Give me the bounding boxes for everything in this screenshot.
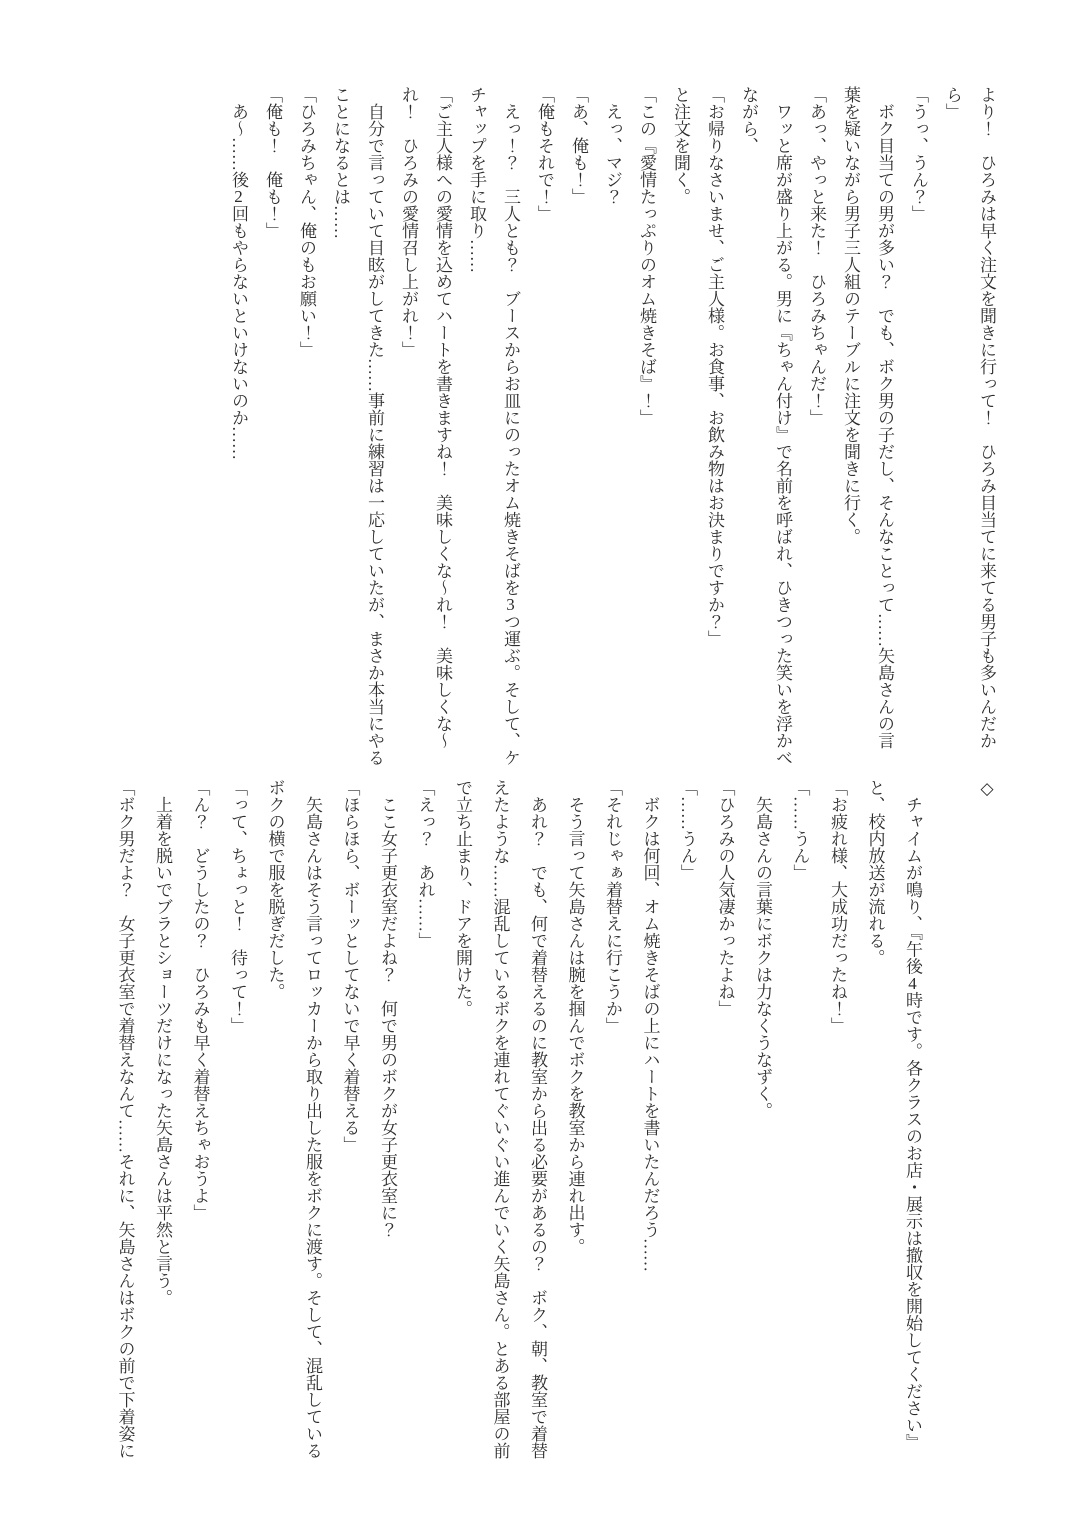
text-line: 「ご主人様への愛情を込めてハートを書きますね！ 美味しくな〜れ！ 美味しくな〜 <box>433 86 452 749</box>
text-line: 「ん？ どうしたの？ ひろみも早く着替えちゃおうよ」 <box>190 779 210 1221</box>
text-block-lower <box>106 779 1006 1471</box>
text-line: 「うっ、うん？」 <box>909 86 928 222</box>
text-line: 「あっ、やっと来た！ ひろみちゃんだ！」 <box>807 86 826 426</box>
text-line: チャップを手に取り…… <box>467 86 486 273</box>
text-line: ボク目当ての男が多い？ でも、ボク男の子だし、そんなことって……矢島さんの言 <box>875 86 894 749</box>
text-line: 「お帰りなさいませ、ご主人様。お食事、お飲み物はお決まりですか？」 <box>705 86 724 647</box>
text-line: ながら、 <box>739 86 758 154</box>
text-line: 「それじゃぁ着替えに行こうか」 <box>603 779 622 1034</box>
text-line: 「俺も！ 俺も！」 <box>263 86 282 239</box>
text-line: と、校内放送が流れる。 <box>865 779 885 966</box>
text-line: ことになるとは…… <box>331 86 350 239</box>
text-line: 「ほらほら、ボーッとしてないで早く着替える」 <box>340 779 360 1153</box>
text-line: ボクの横で服を脱ぎだした。 <box>265 779 285 1000</box>
section-divider-diamond: ◇ <box>978 779 997 799</box>
text-line: で立ち止まり、ドアを開けた。 <box>453 779 472 1017</box>
text-line: 「お疲れ様、大成功だったね！」 <box>828 779 847 1034</box>
text-line: 「ひろみちゃん、俺のもお願い！」 <box>297 86 316 358</box>
text-line: えたような……混乱しているボクを連れてぐいぐい進んでいく矢島さん。とある部屋の前 <box>490 779 510 1459</box>
text-line: 矢島さんはそう言ってロッカーから取り出した服をボクに渡す。そして、混乱している <box>303 779 322 1459</box>
text-line: ここ女子更衣室だよね？ 何で男のボクが女子更衣室に？ <box>378 779 397 1238</box>
text-line: ボクは何回、オム焼きそばの上にハートを書いたんだろう…… <box>640 779 660 1272</box>
text-line: 「ひろみの人気凄かったよね」 <box>715 779 735 1017</box>
text-line: 「……うん」 <box>678 779 697 881</box>
text-line: 葉を疑いながら男子三人組のテーブルに注文を聞きに行く。 <box>841 86 860 545</box>
text-line: れ！ ひろみの愛情召し上がれ！」 <box>399 86 418 358</box>
text-line: そう言って矢島さんは腕を掴んでボクを教室から連れ出す。 <box>565 779 585 1255</box>
text-line: チャイムが鳴り、『午後4時です。各クラスのお店・展示は撤収を開始してください』 <box>903 779 922 1451</box>
text-line: 「って、ちょっと！ 待って！」 <box>228 779 247 1034</box>
text-block-upper <box>221 86 1003 768</box>
text-line: あ〜……後2回もやらないといけないのか…… <box>229 86 248 460</box>
text-line: 自分で言っていて目眩がしてきた……事前に練習は一応していたが、まさか本当にやる <box>365 86 384 766</box>
text-line: 「……うん」 <box>790 779 810 881</box>
text-line: えっ、マジ？ <box>603 86 622 205</box>
text-line: あれ？ でも、何で着替えるのに教室から出る必要があるの？ ボク、朝、教室で着替 <box>528 779 547 1459</box>
text-line: 「ボク男だよ？ 女子更衣室で着替えなんて……それに、矢島さんはボクの前で下着姿に <box>115 779 135 1459</box>
text-line: 「えっ？ あれ……」 <box>415 779 435 949</box>
text-line: ら」 <box>943 86 962 120</box>
text-line: 「俺もそれで！」 <box>535 86 554 222</box>
text-line: ワッと席が盛り上がる。男に『ちゃん付け』で名前を呼ばれ、ひきつった笑いを浮かべ <box>773 86 792 766</box>
text-line: 「この『愛情たっぷりのオム焼きそば』！」 <box>637 86 656 426</box>
text-line: と注文を聞く。 <box>671 86 690 205</box>
text-line: より！ ひろみは早く注文を聞きに行って！ ひろみ目当てに来てる男子も多いんだか <box>977 86 996 749</box>
text-line: 「あ、俺も！」 <box>569 86 588 205</box>
text-line: えっ！？ 三人とも？ ブースからお皿にのったオム焼きそばを3つ運ぶ。そして、ケ <box>501 86 520 766</box>
text-line: 矢島さんの言葉にボクは力なくうなずく。 <box>753 779 772 1119</box>
text-line: 上着を脱いでブラとショーツだけになった矢島さんは平然と言う。 <box>153 779 172 1306</box>
